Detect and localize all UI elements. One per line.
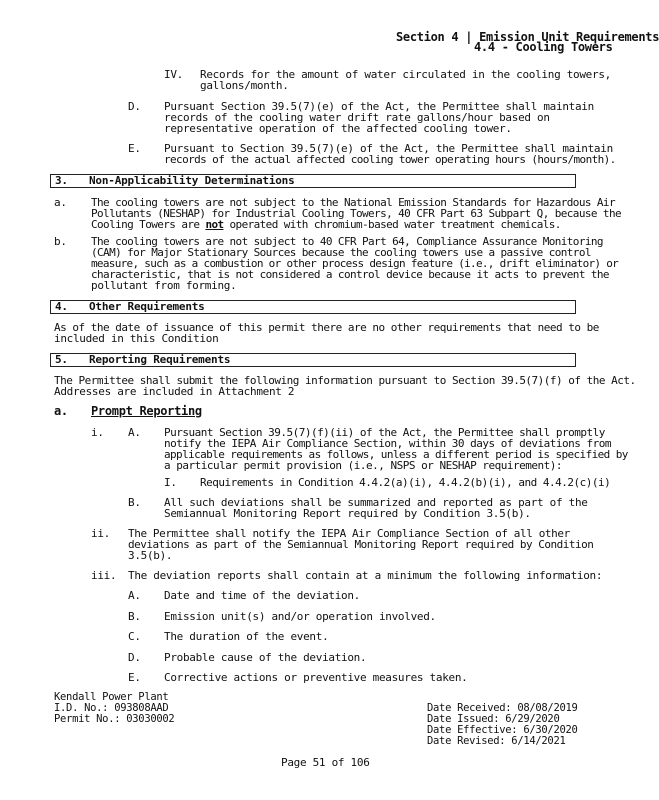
s5a-i-label: i. [91, 426, 104, 439]
s5a-ii-line-3: 3.5(b). [128, 549, 173, 562]
footer-date-revised: Date Revised: 6/14/2021 [427, 735, 566, 747]
section-4-number: 4. [55, 300, 68, 313]
footer-facility-name: Kendall Power Plant [54, 691, 169, 703]
s3-item-b-line-1: The cooling towers are not subject to 40 CFR Part 64, Compliance Assurance Monitoring [91, 235, 603, 248]
s5-intro-line-2: Addresses are included in Attachment 2 [54, 385, 295, 398]
section-3-header [50, 174, 576, 188]
footer-date-effective: Date Effective: 6/30/2020 [427, 724, 578, 736]
section-5-header [50, 353, 576, 367]
s3-item-b-line-2: (CAM) for Major Stationary Sources because the cooling towers use a passive control [91, 246, 591, 259]
s5a-iii-label: iii. [91, 569, 117, 582]
footer-date-received: Date Received: 08/08/2019 [427, 702, 578, 714]
s3-item-a-line-3 [91, 219, 561, 231]
s5a-i-a-line-2: notify the IEPA Air Compliance Section, within 30 days of deviations from [164, 437, 611, 450]
s5a-iii-c-text: The duration of the event. [164, 630, 329, 643]
s5a-i-a-I-label: I. [164, 476, 177, 489]
item-iv-line-2: gallons/month. [200, 79, 289, 92]
s4-text-line-2: included in this Condition [54, 332, 219, 345]
section-4-title: Other Requirements [89, 300, 205, 313]
s5a-title: Prompt Reporting [91, 404, 202, 418]
s5a-iii-a-text: Date and time of the deviation. [164, 589, 360, 602]
s5a-i-a-line-3: applicable requirements as follows, unless a different period is specified by [164, 448, 628, 461]
item-label-e: E. [128, 142, 141, 155]
s5a-ii-line-2: deviations as part of the Semiannual Monitoring Report required by Condition [128, 538, 594, 551]
s5a-iii-e-text: Corrective actions or preventive measures taken. [164, 671, 468, 684]
page-number: Page 51 of 106 [281, 756, 370, 769]
s5a-label: a. [54, 404, 68, 418]
item-label-d: D. [128, 100, 141, 113]
section-5-number: 5. [55, 353, 68, 366]
s5a-iii-b-text: Emission unit(s) and/or operation involved. [164, 610, 436, 623]
s3-item-b-label: b. [54, 235, 67, 248]
item-d-line-1: Pursuant Section 39.5(7)(e) of the Act, the Permittee shall maintain [164, 100, 594, 113]
s5a-i-a-I-text: Requirements in Condition 4.4.2(a)(i), 4.4.2(b)(i), and 4.4.2(c)(i) [200, 476, 611, 489]
footer-date-issued: Date Issued: 6/29/2020 [427, 713, 560, 725]
section-4-header [50, 300, 576, 314]
s3-item-a-not-emphasis: not [205, 218, 224, 231]
s5a-iii-d-text: Probable cause of the deviation. [164, 651, 367, 664]
s3-item-b-line-3: measure, such as a combustion or other process design feature (i.e., drift eliminator) or [91, 257, 619, 270]
s3-item-a-line-3-start: Cooling Towers are [91, 218, 206, 231]
s3-item-b-line-4: characteristic, that is not considered a control device because it acts to prevent the [91, 268, 609, 281]
s5a-iii-b-label: B. [128, 610, 141, 623]
section-3-number: 3. [55, 174, 68, 187]
s5a-iii-d-label: D. [128, 651, 141, 664]
s4-text-line-1: As of the date of issuance of this permit there are no other requirements that need to be [54, 321, 599, 334]
header-section-title: Section 4 | Emission Unit Requirements [396, 30, 659, 44]
section-3-title: Non-Applicability Determinations [89, 174, 295, 187]
s5a-i-a-line-1: Pursuant Section 39.5(7)(f)(ii) of the Act, the Permittee shall promptly [164, 426, 605, 439]
s5a-i-b-line-2: Semiannual Monitoring Report required by Condition 3.5(b). [164, 507, 531, 520]
footer-id-number: I.D. No.: 093808AAD [54, 702, 169, 714]
item-label-iv: IV. [164, 68, 183, 81]
s5a-ii-line-1: The Permittee shall notify the IEPA Air Compliance Section of all other [128, 527, 570, 540]
header-subsection-title: 4.4 - Cooling Towers [474, 40, 613, 54]
s3-item-a-label: a. [54, 196, 67, 209]
item-e-line-2: records of the actual affected cooling tower operating hours (hours/month). [164, 153, 616, 166]
s5a-i-a-label: A. [128, 426, 141, 439]
s3-item-a-line-1: The cooling towers are not subject to the National Emission Standards for Hazardous Air [91, 196, 615, 209]
item-d-line-3: representative operation of the affected cooling tower. [164, 122, 512, 135]
footer-permit-number: Permit No.: 03030002 [54, 713, 175, 725]
s5a-iii-a-label: A. [128, 589, 141, 602]
s5a-ii-label: ii. [91, 527, 110, 540]
s5a-iii-e-label: E. [128, 671, 141, 684]
item-e-line-1: Pursuant to Section 39.5(7)(e) of the Act, the Permittee shall maintain [164, 142, 613, 155]
section-5-title: Reporting Requirements [89, 353, 231, 366]
s5a-iii-text: The deviation reports shall contain at a minimum the following information: [128, 569, 603, 582]
s5a-iii-c-label: C. [128, 630, 141, 643]
item-iv-line-1: Records for the amount of water circulated in the cooling towers, [200, 68, 611, 81]
s5-intro-line-1: The Permittee shall submit the following information pursuant to Section 39.5(7)(f) of the Act. [54, 374, 636, 387]
s3-item-b-line-5: pollutant from forming. [91, 279, 237, 292]
s3-item-a-line-2: Pollutants (NESHAP) for Industrial Cooling Towers, 40 CFR Part 63 Subpart Q, because the [91, 207, 621, 220]
s5a-i-a-line-4: a particular permit provision (i.e., NSPS or NESHAP requirement): [164, 459, 562, 472]
s5a-i-b-line-1: All such deviations shall be summarized and reported as part of the [164, 496, 588, 509]
s3-item-a-line-3-end: operated with chromium-based water treatment chemicals. [223, 218, 561, 231]
item-d-line-2: records of the cooling water drift rate gallons/hour based on [164, 111, 550, 124]
s5a-i-b-label: B. [128, 496, 141, 509]
